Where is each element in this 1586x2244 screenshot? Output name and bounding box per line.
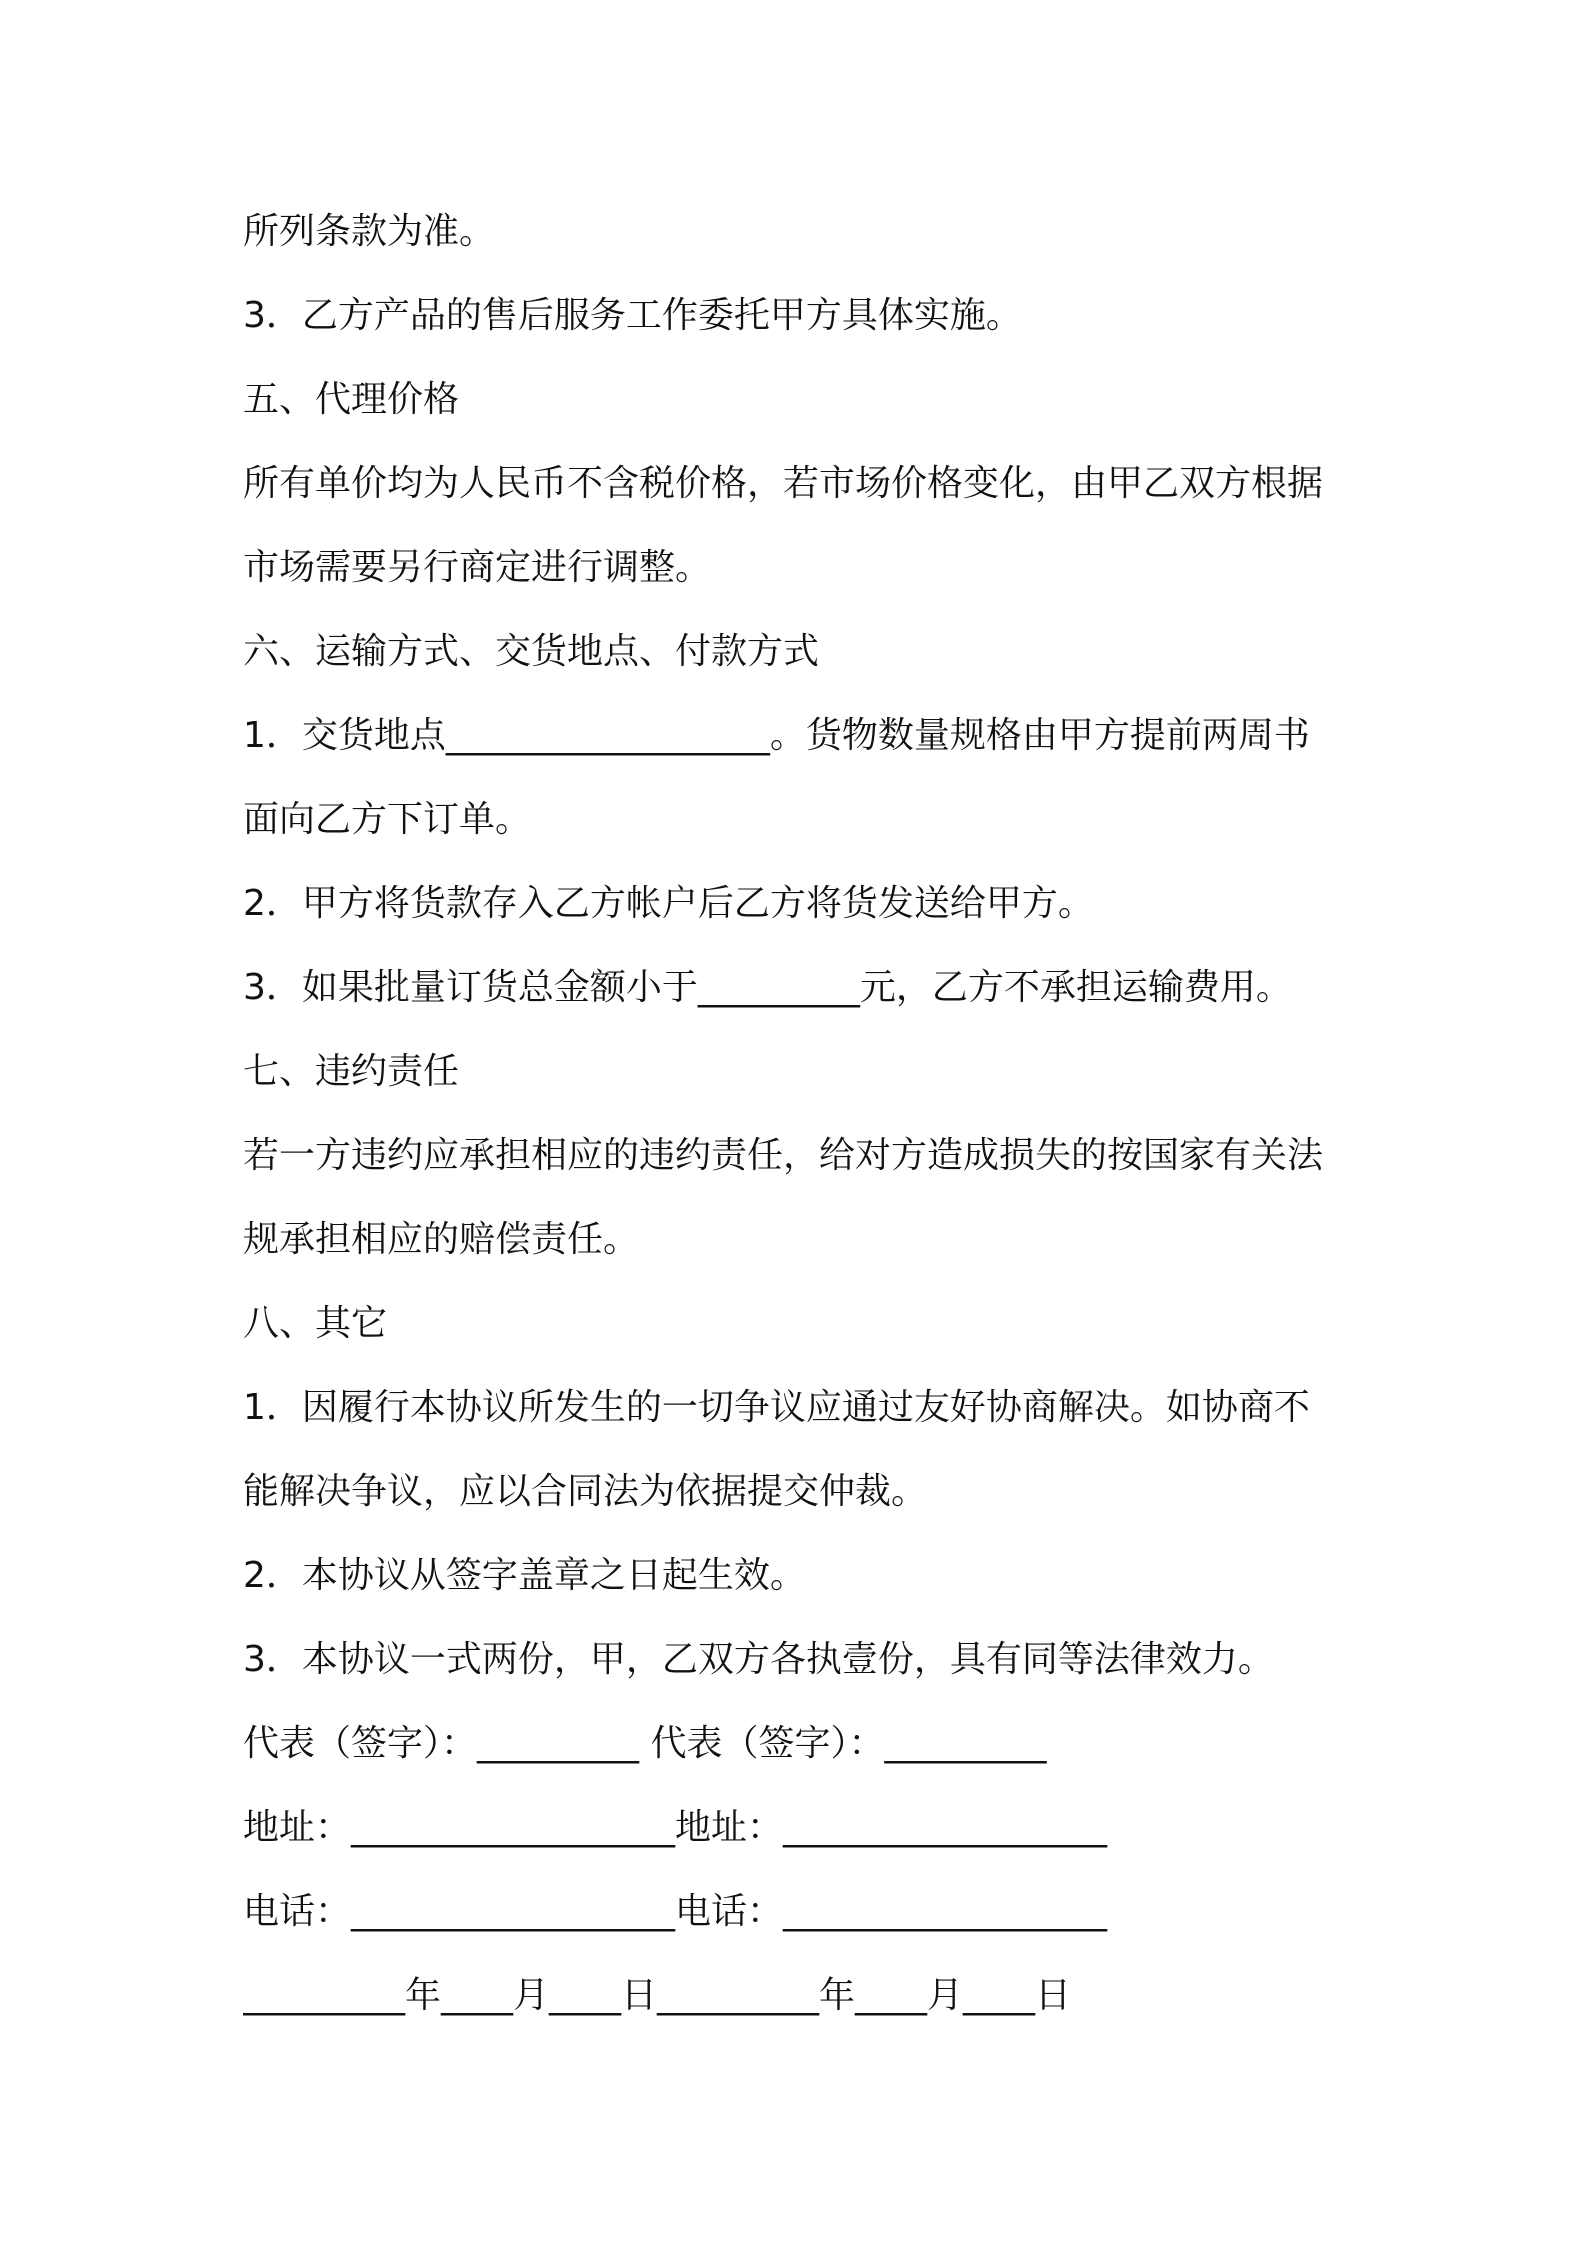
text-line: 若一方违约应承担相应的违约责任，给对方造成损失的按国家有关法	[243, 1135, 1324, 1176]
section-heading: 七、违约责任	[243, 1051, 460, 1092]
text-line: 1．交货地点__________________。货物数量规格由甲方提前两周书	[243, 715, 1310, 756]
text-line: 2．本协议从签字盖章之日起生效。	[243, 1555, 806, 1596]
signature-line: 代表（签字）：_________ 代表（签字）：_________	[243, 1723, 1047, 1764]
text-line: 3．本协议一式两份，甲，乙双方各执壹份，具有同等法律效力。	[243, 1639, 1274, 1680]
document-body	[243, 190, 1353, 2038]
text-line: 2．甲方将货款存入乙方帐户后乙方将货发送给甲方。	[243, 883, 1094, 924]
text-line: 市场需要另行商定进行调整。	[243, 547, 712, 588]
section-heading: 五、代理价格	[243, 379, 460, 420]
text-line: 所有单价均为人民币不含税价格，若市场价格变化，由甲乙双方根据	[243, 463, 1324, 504]
text-line: 面向乙方下订单。	[243, 799, 532, 840]
text-line: 3．如果批量订货总金额小于_________元，乙方不承担运输费用。	[243, 967, 1292, 1008]
phone-line: 电话：__________________电话：__________________	[243, 1891, 1108, 1932]
text-line: 规承担相应的赔偿责任。	[243, 1219, 640, 1260]
text-line: 所列条款为准。	[243, 211, 496, 252]
section-heading: 六、运输方式、交货地点、付款方式	[243, 631, 820, 672]
address-line: 地址：__________________地址：__________________	[243, 1807, 1108, 1848]
text-line: 3．乙方产品的售后服务工作委托甲方具体实施。	[243, 295, 1022, 336]
date-line: _________年____月____日_________年____月____日	[243, 1975, 1071, 2016]
text-line: 1．因履行本协议所发生的一切争议应通过友好协商解决。如协商不	[243, 1387, 1310, 1428]
text-line: 能解决争议，应以合同法为依据提交仲裁。	[243, 1471, 928, 1512]
section-heading: 八、其它	[243, 1303, 388, 1344]
